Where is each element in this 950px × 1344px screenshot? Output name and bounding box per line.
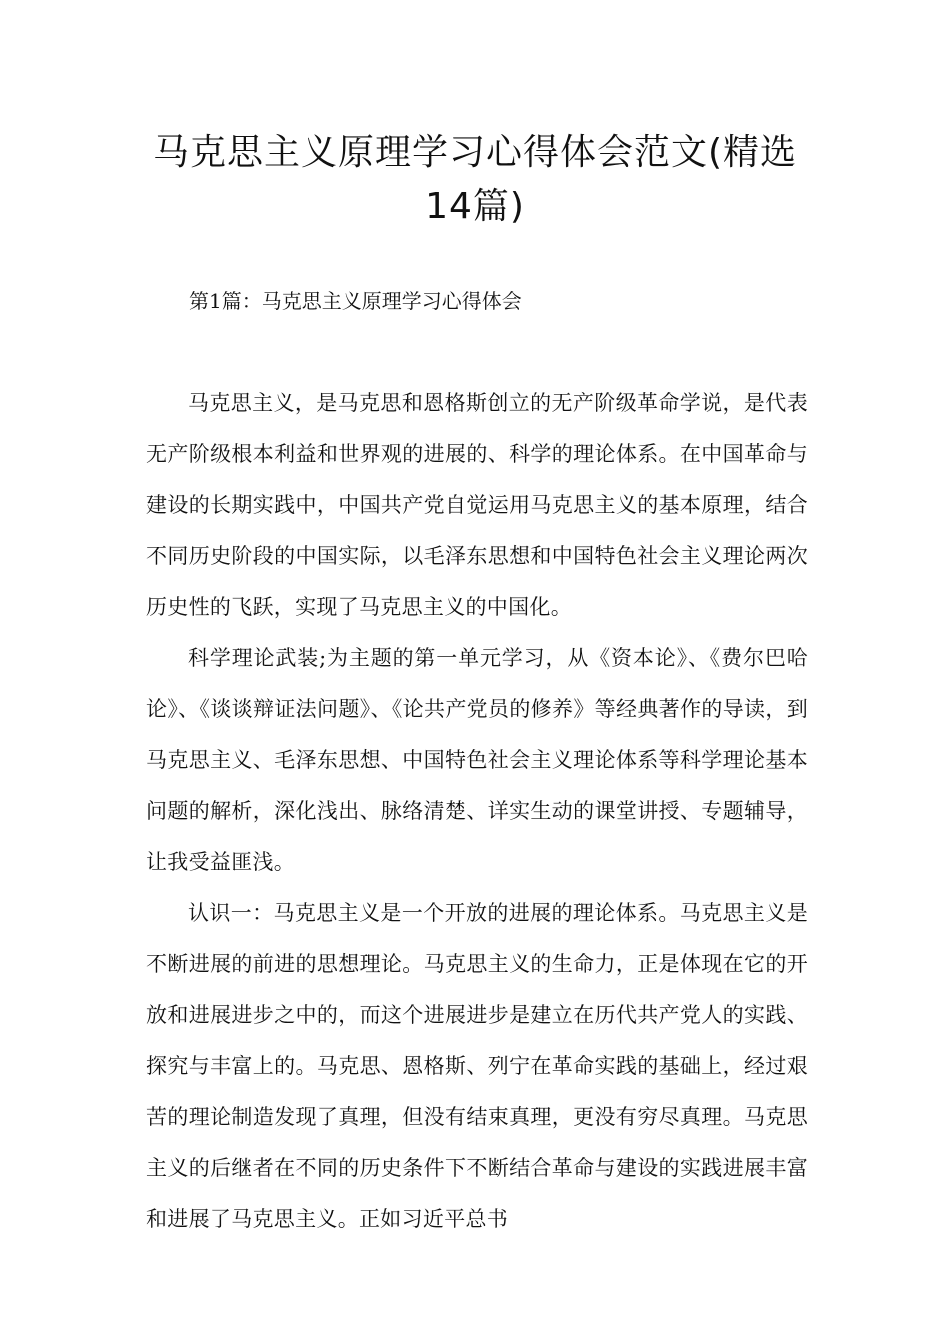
document-title: 马克思主义原理学习心得体会范文(精选14篇) [152, 132, 798, 227]
document-body [146, 378, 808, 1245]
paragraph-3: 认识一：马克思主义是一个开放的进展的理论体系。马克思主义是不断进展的前进的思想理论。马克思主义的生命力，正是体现在它的开放和进展进步之中的，而这个进展进步是建立在历代共产党人的实践、探究与丰富上的。马克思、恩格斯、列宁在革命实践的基础上，经过艰苦的理论制造发现了真理，但没有结束真理，更没有穷尽真理。马克思主义的后继者在不同的历史条件下不断结合革命与建设的实践进展丰富和进展了马克思主义。正如习近平总书 [146, 901, 808, 1231]
paragraph-2: 科学理论武装;为主题的第一单元学习，从《资本论》、《费尔巴哈论》、《谈谈辩证法问题》、《论共产党员的修养》等经典著作的导读，到马克思主义、毛泽东思想、中国特色社会主义理论体系等科学理论基本问题的解析，深化浅出、脉络清楚、详实生动的课堂讲授、专题辅导，让我受益匪浅。 [146, 646, 808, 874]
section-heading: 第1篇：马克思主义原理学习心得体会 [189, 289, 522, 313]
paragraph-1: 马克思主义，是马克思和恩格斯创立的无产阶级革命学说，是代表无产阶级根本利益和世界观的进展的、科学的理论体系。在中国革命与建设的长期实践中，中国共产党自觉运用马克思主义的基本原理，结合不同历史阶段的中国实际，以毛泽东思想和中国特色社会主义理论两次历史性的飞跃，实现了马克思主义的中国化。 [146, 391, 808, 619]
